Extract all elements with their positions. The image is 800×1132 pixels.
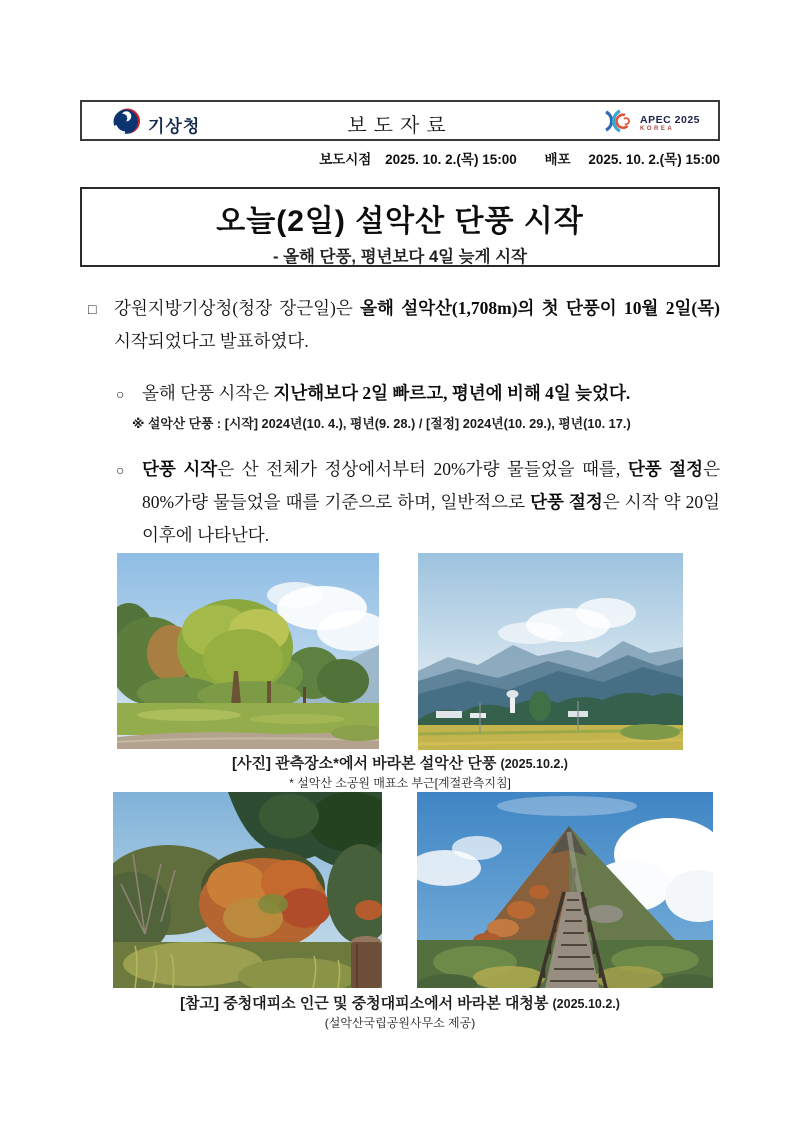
caption-photo-row1	[80, 752, 720, 791]
apec-line2: KOREA	[640, 125, 675, 132]
reference-note: ※ 설악산 단풍 : [시작] 2024년(10. 4.), 평년(9. 28.) / [절정] 2024년(10. 29.), 평년(10. 17.)	[132, 416, 631, 431]
photo-daecheongbong-boardwalk	[417, 792, 713, 988]
press-release-subtitle: - 올해 단풍, 평년보다 4일 늦게 시작	[273, 248, 527, 266]
release-time-value: 2025. 10. 2.(목) 15:00	[385, 152, 517, 167]
photo-seoraksan-ridge-view	[418, 553, 683, 750]
p1-seg3	[617, 298, 624, 318]
p3-seg2: 은 산 전체가 정상에서부터 20%가량 물들었을 때를,	[217, 459, 628, 479]
p1-seg2-bold: 올해 설악산(1,708m)의 첫 단풍이	[360, 298, 617, 318]
apec-logo-text	[640, 115, 700, 132]
paragraph-comparison-text	[142, 377, 720, 412]
caption1-text: [사진] 관측장소*에서 바라본 설악산 단풍	[232, 755, 501, 772]
distribution-label: 배포	[544, 152, 571, 167]
paragraph-definition	[116, 453, 720, 552]
apec-logo-icon	[598, 106, 634, 141]
p1-seg1: 강원지방기상청(청장 장근일)은	[114, 298, 361, 318]
circle-bullet: ○	[116, 464, 125, 479]
caption2-date: (2025.10.2.)	[552, 997, 620, 1011]
header-box	[80, 100, 720, 141]
caption2-text: [참고] 중청대피소 인근 및 중청대피소에서 바라본 대청봉	[180, 995, 553, 1012]
kma-agency-name: 기상청	[148, 116, 201, 136]
square-bullet: □	[88, 303, 97, 318]
caption1-date: (2025.10.2.)	[500, 757, 568, 771]
apec-line1: APEC 2025	[640, 113, 700, 126]
press-release-title: 오늘(2일) 설악산 단풍 시작	[216, 205, 584, 238]
p1-seg4-bold: 10월 2일(목)	[624, 298, 720, 318]
paragraph-definition-text	[142, 453, 720, 552]
distribution-value: 2025. 10. 2.(목) 15:00	[588, 152, 720, 167]
release-info-line	[80, 148, 720, 168]
release-time-label: 보도시점	[319, 152, 372, 167]
p2-seg2-bold: 지난해보다 2일 빠르고, 평년에 비해 4일 늦었다.	[273, 383, 631, 403]
p1-seg5: 시작되었다고 발표하였다.	[114, 331, 309, 351]
paragraph-comparison	[116, 377, 720, 412]
apec-logo-group	[598, 106, 700, 141]
title-box	[80, 187, 720, 267]
caption1-footnote: * 설악산 소공원 매표소 부근[계절관측지침]	[289, 776, 511, 790]
paragraph-announcement	[88, 292, 720, 358]
p3-seg1-bold: 단풍 시작	[142, 459, 218, 479]
photo-observation-site-foliage	[117, 553, 379, 749]
caption-photo-row2	[80, 992, 720, 1031]
p3-seg3-bold: 단풍 절정	[627, 459, 704, 479]
doc-type-title: 보도자료	[347, 115, 453, 137]
p3-seg6: 은 시작 약 20일 이후에 나타난다.	[142, 492, 720, 545]
paragraph-announcement-text	[114, 292, 720, 358]
circle-bullet: ○	[116, 388, 125, 403]
photo-autumn-bush-closeup	[113, 792, 382, 988]
caption2-credit: (설악산국립공원사무소 제공)	[324, 1016, 476, 1030]
p2-seg1: 올해 단풍 시작은	[142, 383, 274, 403]
p3-seg5-bold: 단풍 절정	[530, 492, 603, 512]
p3-seg4: 은 80%가량 물들었을 때를 기준으로 하며, 일반적으로	[142, 459, 720, 512]
